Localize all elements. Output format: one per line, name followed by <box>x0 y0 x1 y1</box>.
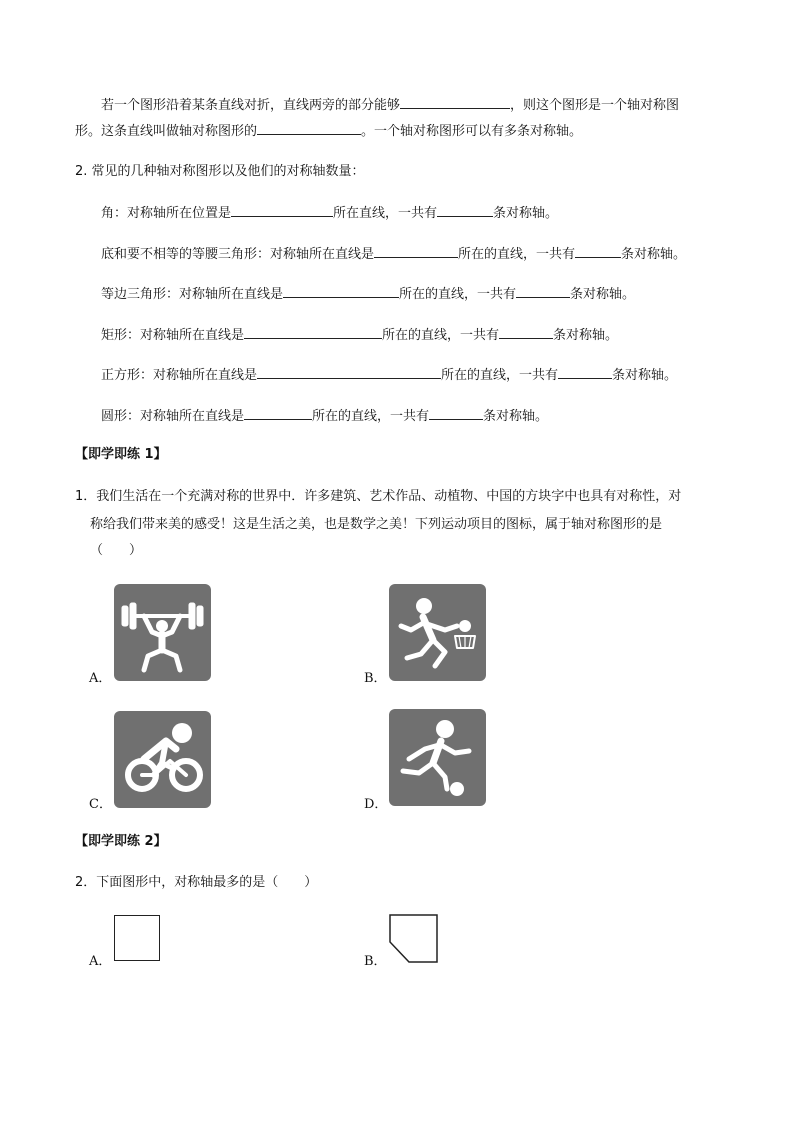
intro-line-1: 若一个图形沿着某条直线对折，直线两旁的部分能够 ，则这个图形是一个轴对称图 <box>101 95 679 115</box>
answer-blank <box>244 325 382 339</box>
option-b-label: B． <box>364 954 387 969</box>
practice-2-header: 【即学即练 2】 <box>75 834 167 849</box>
question-1-answer-parens: （ ） <box>90 543 143 558</box>
basketball-icon <box>389 584 486 681</box>
option-c-image[interactable] <box>114 711 211 808</box>
answer-blank <box>437 203 493 217</box>
option-d-label: D． <box>364 797 388 812</box>
answer-blank <box>257 121 361 135</box>
answer-blank <box>244 406 312 420</box>
answer-blank <box>516 284 570 298</box>
answer-blank <box>257 365 441 379</box>
question-2-text: 2．下面图形中，对称轴最多的是（ ） <box>75 875 318 890</box>
answer-blank <box>283 284 399 298</box>
option-a-image[interactable] <box>114 584 211 681</box>
option-b-label: B． <box>364 671 387 686</box>
answer-blank <box>374 244 458 258</box>
cycling-icon <box>114 711 211 808</box>
soccer-icon <box>389 709 486 806</box>
answer-blank <box>499 325 553 339</box>
practice-1-header: 【即学即练 1】 <box>75 447 167 462</box>
cut-corner-square-icon <box>389 914 439 964</box>
axis-row-square: 正方形：对称轴所在直线是 所在的直线，一共有 条对称轴。 <box>101 365 677 385</box>
option-a-label: A． <box>89 671 112 686</box>
weightlifting-icon <box>114 584 211 681</box>
intro-line-2: 形。这条直线叫做轴对称图形的 。一个轴对称图形可以有多条对称轴。 <box>75 121 582 141</box>
axis-row-rectangle: 矩形：对称轴所在直线是 所在的直线，一共有 条对称轴。 <box>101 325 618 345</box>
option-a-label: A． <box>89 954 112 969</box>
axis-row-circle: 圆形：对称轴所在直线是 所在的直线，一共有 条对称轴。 <box>101 406 548 426</box>
axis-row-isosceles: 底和要不相等的等腰三角形：对称轴所在直线是 所在的直线，一共有 条对称轴。 <box>101 244 686 264</box>
option-b-cut-corner-shape[interactable] <box>389 914 439 968</box>
section-2-title: 2. 常见的几种轴对称图形以及他们的对称轴数量： <box>75 164 365 179</box>
axis-row-equilateral: 等边三角形：对称轴所在直线是 所在的直线，一共有 条对称轴。 <box>101 284 635 304</box>
question-1-line-2: 称给我们带来美的感受！这是生活之美，也是数学之美！下列运动项目的图标，属于轴对称图形的是 <box>90 517 663 532</box>
axis-row-angle: 角：对称轴所在位置是 所在直线，一共有 条对称轴。 <box>101 203 558 223</box>
answer-blank <box>429 406 483 420</box>
option-d-image[interactable] <box>389 709 486 806</box>
answer-blank <box>558 365 612 379</box>
option-b-image[interactable] <box>389 584 486 681</box>
answer-blank <box>575 244 621 258</box>
answer-blank <box>400 95 510 109</box>
option-c-label: C． <box>89 797 112 812</box>
answer-blank <box>231 203 333 217</box>
question-1-line-1: 1．我们生活在一个充满对称的世界中．许多建筑、艺术作品、动植物、中国的方块字中也具有对称性，对 <box>75 489 682 504</box>
option-a-square-shape[interactable] <box>114 915 160 961</box>
